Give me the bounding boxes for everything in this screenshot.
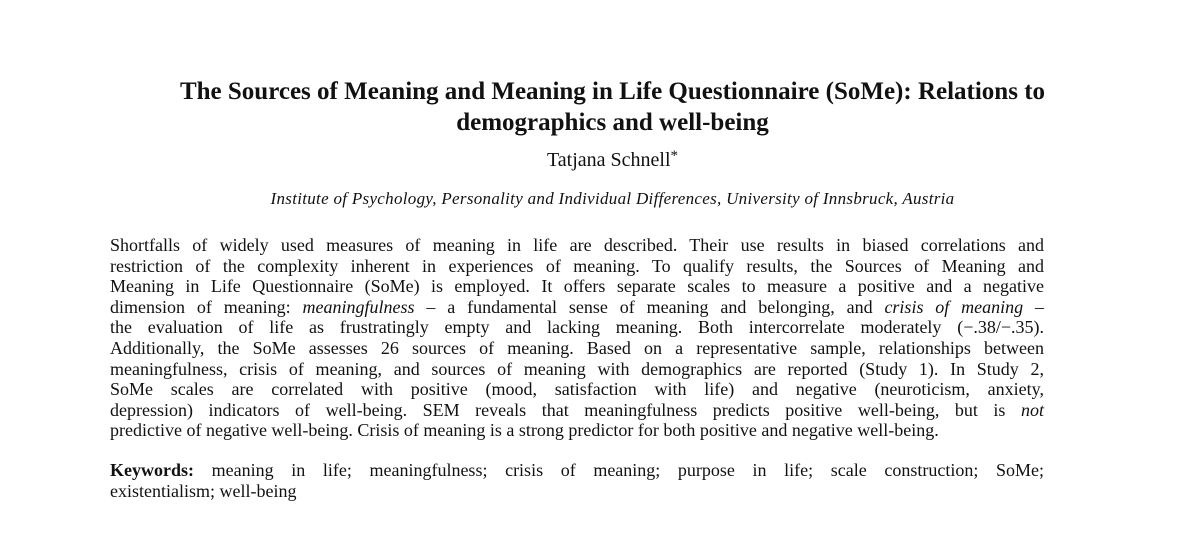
abstract-text: – xyxy=(1023,296,1044,317)
abstract-line: meaningfulness, crisis of meaning, and sources of meaning with demographics are reported (Study 1). In Study 2, xyxy=(110,358,1044,379)
abstract-line: Additionally, the SoMe assesses 26 sources of meaning. Based on a representative sample, relationships between xyxy=(110,337,1044,358)
abstract-text: – a fundamental sense of meaning and belonging, and xyxy=(414,296,885,317)
author-line xyxy=(110,148,1115,172)
term-meaningfulness: meaningfulness xyxy=(302,296,415,317)
abstract-line: the evaluation of life as frustratingly empty and lacking meaning. Both intercorrelate moderately (−.38/−.35). xyxy=(110,317,1044,338)
keywords-line: existentialism; well-being xyxy=(110,481,297,501)
author-affiliation: Institute of Psychology, Personality and Individual Differences, University of Innsbruck, Austria xyxy=(270,189,955,208)
abstract-text: dimension of meaning: xyxy=(110,296,303,317)
paper-title-line-2: demographics and well-being xyxy=(456,109,769,136)
keywords-label: Keywords: xyxy=(110,460,194,480)
abstract-line: predictive of negative well-being. Crisis of meaning is a strong predictor for both positive and negative well-being. xyxy=(110,420,939,441)
keywords xyxy=(110,460,1044,502)
abstract-line: Shortfalls of widely used measures of meaning in life are described. Their use results in biased correlations and xyxy=(110,235,1044,255)
abstract-line xyxy=(110,400,1044,421)
abstract xyxy=(110,235,1044,441)
keywords-list: meaning in life; meaningfulness; crisis of meaning; purpose in life; scale construction; SoMe; xyxy=(194,460,1044,480)
paper-title-line-1: The Sources of Meaning and Meaning in Life Questionnaire (SoMe): Relations to xyxy=(179,78,1046,105)
abstract-line: restriction of the complexity inherent in experiences of meaning. To qualify results, the Sources of Meaning and xyxy=(110,255,1044,276)
abstract-text: depression) indicators of well-being. SEM reveals that meaningfulness predicts positive well-being, but is xyxy=(110,399,1021,420)
term-crisis-of-meaning: crisis of meaning xyxy=(884,296,1024,317)
abstract-line: Meaning in Life Questionnaire (SoMe) is employed. It offers separate scales to measure a positive and a negative xyxy=(110,276,1044,297)
emphasis-not: not xyxy=(1020,399,1044,420)
abstract-line xyxy=(110,297,1044,318)
author-name: Tatjana Schnell xyxy=(546,149,671,171)
paper-title xyxy=(110,76,1115,138)
author-footnote-mark: * xyxy=(670,148,679,164)
keywords-line xyxy=(110,460,1044,481)
abstract-line: SoMe scales are correlated with positive (mood, satisfaction with life) and negative (neuroticism, anxiety, xyxy=(110,379,1044,400)
